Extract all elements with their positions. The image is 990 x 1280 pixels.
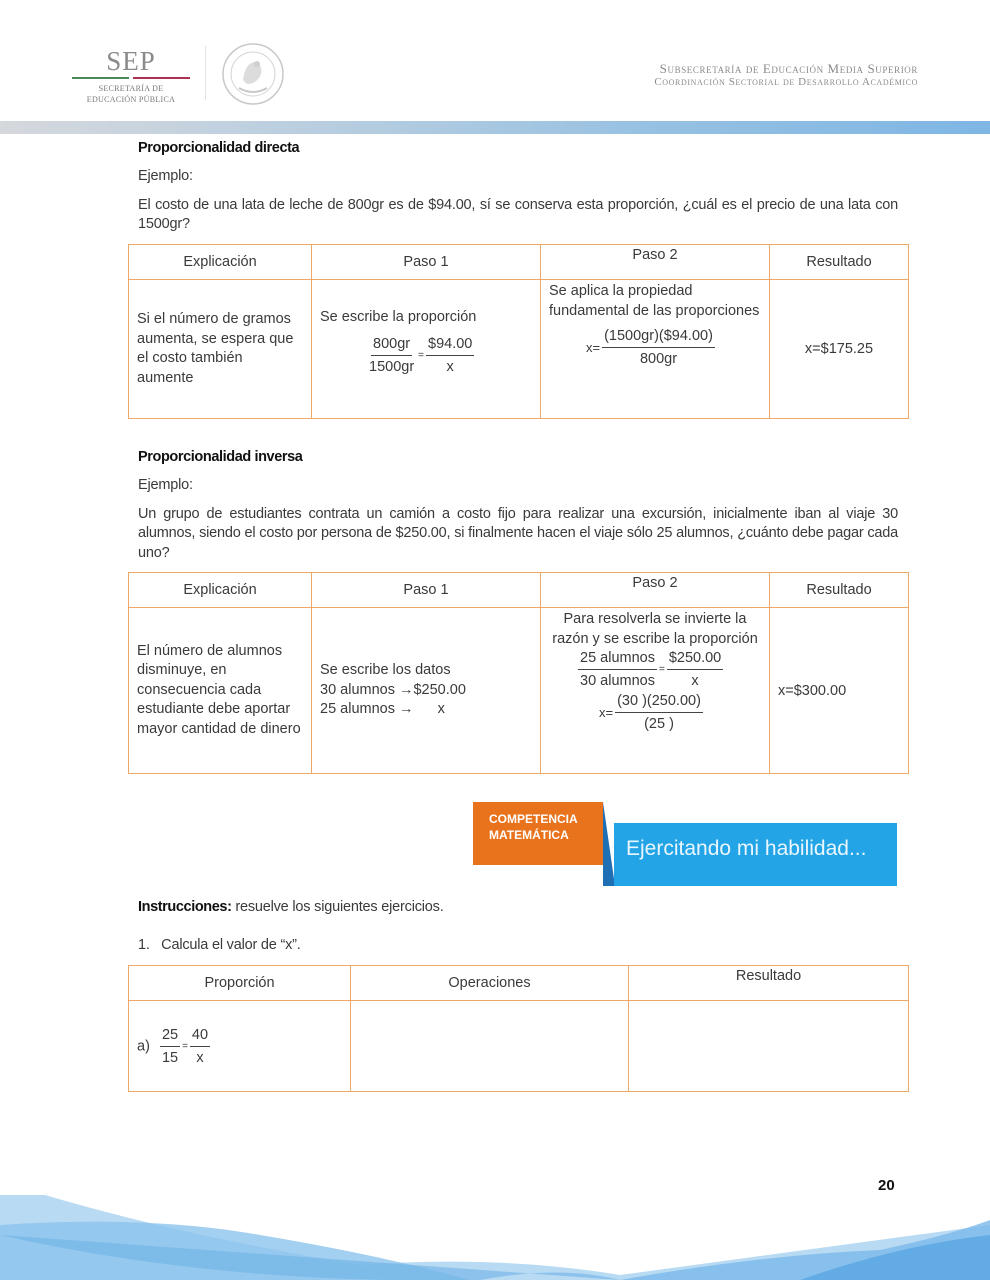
direct-section xyxy=(138,138,898,235)
competencia-label: COMPETENCIA MATEMÁTICA xyxy=(473,802,603,865)
banner-title: Ejercitando mi habilidad... xyxy=(614,823,897,886)
operations-cell[interactable] xyxy=(351,1001,629,1092)
header-operaciones: Operaciones xyxy=(351,966,629,1001)
step1-cell xyxy=(312,280,541,419)
step1-line-2: 30 alumnos →$250.00 xyxy=(320,681,466,698)
header-organization xyxy=(654,62,918,89)
page-header xyxy=(0,0,990,120)
fraction: $\frac{\text{25 alumnos}}{\text{30 alumnos}}$ xyxy=(580,650,655,689)
step2-text: Se aplica la propiedad fundamental de las proporciones xyxy=(549,283,760,319)
step1-cell xyxy=(312,608,541,774)
example-label: Ejemplo: xyxy=(138,477,193,493)
fraction: $\frac{(1500gr)(\$94.00)}{800gr}$ xyxy=(604,328,713,367)
section-title-inverse: Proporcionalidad inversa xyxy=(138,449,303,465)
header-resultado: Resultado xyxy=(629,966,909,1001)
step2-text: Para resolverla se invierte la razón y se escribe la proporción xyxy=(552,611,758,647)
page-number: 20 xyxy=(878,1177,895,1194)
header-resultado: Resultado xyxy=(770,573,909,608)
fraction: $\frac{25}{15}$ xyxy=(161,1026,179,1066)
header-explicacion: Explicación xyxy=(129,245,312,280)
fraction: $\frac{\$94.00}{x}$ xyxy=(428,336,473,376)
step1-line-3: 25 alumnos → x xyxy=(320,701,445,718)
exercise-item-1: 1. Calcula el valor de “x”. xyxy=(138,936,301,953)
proportion-cell: a) $\frac{25}{15}$ = $\frac{40}{x}$ xyxy=(129,1001,351,1092)
header-paso-1: Paso 1 xyxy=(312,573,541,608)
sep-logo-lines xyxy=(72,77,190,79)
sep-logo xyxy=(72,48,190,105)
result-cell: x=$300.00 xyxy=(770,608,909,774)
logo-divider xyxy=(205,46,206,100)
header-paso-1: Paso 1 xyxy=(312,245,541,280)
exercises-section xyxy=(138,898,898,955)
table-row xyxy=(129,1001,909,1092)
explanation-cell: Si el número de gramos aumenta, se espera que el costo también aumente xyxy=(129,280,312,419)
header-proporcion: Proporción xyxy=(129,966,351,1001)
inverse-section xyxy=(138,447,898,563)
section-title-direct: Proporcionalidad directa xyxy=(138,140,300,156)
direct-example-table xyxy=(128,244,909,419)
problem-text: Un grupo de estudiantes contrata un camión a costo fijo para realizar una excursión, inicialmente iban al viaje 30 alumnos, siendo el costo por persona de $250.00, si finalmente hacen el viaje sólo 25 alumnos, ¿cuánto debe pagar cada uno? xyxy=(138,505,898,561)
step2-cell xyxy=(541,280,770,419)
instructions-label: Instrucciones: xyxy=(138,899,232,915)
mexican-seal-icon xyxy=(221,42,285,106)
footer-waves-decoration xyxy=(0,1195,990,1280)
step1-line-1: Se escribe los datos xyxy=(320,662,451,679)
org-line-2: Coordinación Sectorial de Desarrollo Académico xyxy=(654,76,918,88)
result-cell: x=$175.25 xyxy=(770,280,909,419)
step2-formula: x= $\frac{(30 )(250.00)}{(25 )}$ xyxy=(599,693,701,732)
competencia-banner xyxy=(473,802,897,886)
result-cell[interactable] xyxy=(629,1001,909,1092)
step1-text: Se escribe la proporción xyxy=(320,308,477,325)
explanation-cell: El número de alumnos disminuye, en consecuencia cada estudiante debe aportar mayor cantidad de dinero xyxy=(129,608,312,774)
sep-logo-subtitle-2: EDUCACIÓN PÚBLICA xyxy=(86,95,176,104)
fraction: $\frac{(30 )(250.00)}{(25 )}$ xyxy=(617,693,701,732)
example-label: Ejemplo: xyxy=(138,168,193,184)
step2-proportion: $\frac{\text{25 alumnos}}{\text{30 alumnos}}$ = $\frac{\$250.00}{x}$ xyxy=(580,650,722,689)
instructions xyxy=(138,898,898,918)
header-paso-2: Paso 2 xyxy=(541,245,770,280)
fraction: $\frac{\$250.00}{x}$ xyxy=(668,650,722,689)
step2-formula: x= $\frac{(1500gr)(\$94.00)}{800gr}$ xyxy=(586,328,713,367)
header-resultado: Resultado xyxy=(770,245,909,280)
instructions-text: resuelve los siguientes ejercicios. xyxy=(231,899,444,915)
exercise-table xyxy=(128,965,909,1092)
header-explicacion: Explicación xyxy=(129,573,312,608)
step2-cell xyxy=(541,608,770,774)
sep-logo-subtitle-1: SECRETARÍA DE xyxy=(98,84,164,93)
sep-logo-text: SEP xyxy=(106,46,156,76)
problem-text: El costo de una lata de leche de 800gr es de $94.00, sí se conserva esta proporción, ¿cuál es el precio de una lata con 1500gr? xyxy=(138,196,898,232)
header-paso-2: Paso 2 xyxy=(541,573,770,608)
step1-proportion: $\frac{800gr}{1500gr}$ = $\frac{\$94.00}{x}$ xyxy=(369,336,473,376)
header-gradient-bar xyxy=(0,121,990,134)
fraction: $\frac{40}{x}$ xyxy=(191,1026,209,1066)
org-line-1: Subsecretaría de Educación Media Superior xyxy=(659,61,918,76)
fraction: $\frac{800gr}{1500gr}$ xyxy=(369,336,415,376)
inverse-example-table xyxy=(128,572,909,774)
